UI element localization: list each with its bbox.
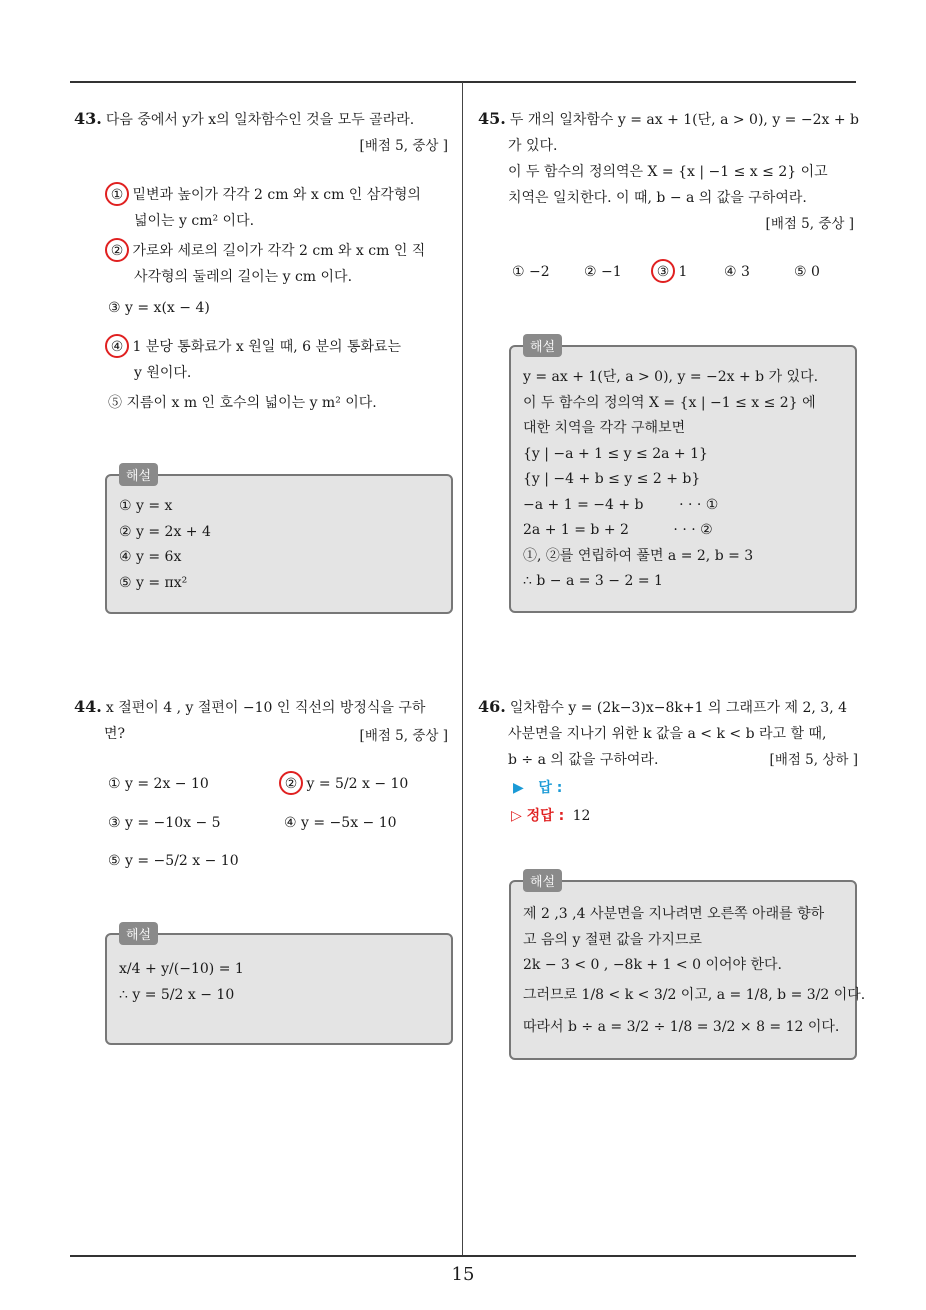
solution-line: 고 음의 y 절편 값을 가지므로 <box>523 931 702 948</box>
answer-circle-mark: ① <box>105 182 129 206</box>
problem-number: 44. <box>74 697 102 716</box>
option-text: 가로와 세로의 길이가 각각 2 cm 와 x cm 인 직 <box>132 243 426 259</box>
answer-circle-mark: ② <box>279 771 303 795</box>
solution-tag: 해설 <box>523 334 562 357</box>
option-text: 1 <box>678 264 688 280</box>
option-4[interactable] <box>284 810 397 836</box>
solution-tag: 해설 <box>119 463 158 486</box>
solution-line: 그러므로 1/8 < k < 3/2 이고, a = 1/8, b = 3/2 이다. <box>523 986 866 1003</box>
option-mark: ① <box>512 264 525 280</box>
top-rule <box>70 81 856 83</box>
option-mark: ① <box>108 776 121 792</box>
option-text: −1 <box>601 264 622 280</box>
question-text: 다음 중에서 y가 x의 일차함수인 것을 모두 골라라. <box>105 112 415 128</box>
solution-line: 2k − 3 < 0 , −8k + 1 < 0 이어야 한다. <box>523 957 782 973</box>
option-mark: ③ <box>108 815 121 831</box>
problem-number: 45. <box>478 109 506 128</box>
answer-label: ▶ 답 : <box>513 780 563 796</box>
problem-46-question <box>478 694 862 721</box>
option-mark: ② <box>584 264 597 280</box>
problem-number: 43. <box>74 109 102 128</box>
solution-line: ① y = x <box>119 498 173 514</box>
solution-line: ①, ②를 연립하여 풀면 a = 2, b = 3 <box>523 547 754 564</box>
option-mark: ④ <box>724 264 737 280</box>
solution-line: ⑤ y = πx² <box>119 574 188 591</box>
solution-box-45 <box>509 340 857 613</box>
option-text: 지름이 x m 인 호수의 넓이는 y m² 이다. <box>126 395 377 411</box>
bottom-rule <box>70 1255 856 1257</box>
problem-43-question <box>74 106 456 133</box>
solution-line: 대한 치역을 각각 구해보면 <box>523 420 686 436</box>
solution-line: {y | −4 + b ≤ y ≤ 2 + b} <box>523 471 701 487</box>
option-2[interactable] <box>282 771 408 797</box>
problem-44-question <box>74 694 456 721</box>
question-text: 일차함수 y = (2k−3)x−8k+1 의 그래프가 제 2, 3, 4 <box>509 700 848 716</box>
option-text: y = −10x − 5 <box>125 815 221 831</box>
correct-label: ▷ 정답 : <box>511 808 565 824</box>
option-4[interactable] <box>108 334 401 386</box>
solution-line: −a + 1 = −4 + b · · · ① <box>523 496 719 513</box>
solution-line: y = ax + 1(단, a > 0), y = −2x + b 가 있다. <box>523 369 819 385</box>
option-text: 3 <box>741 264 750 280</box>
solution-lines <box>523 365 818 595</box>
correct-answer-row <box>511 805 590 825</box>
solution-lines <box>523 902 865 1043</box>
answer-circle-mark: ④ <box>105 334 129 358</box>
problem-44-meta: [배점 5, 중상 ] <box>359 728 448 744</box>
solution-line: 제 2 ,3 ,4 사분면을 지나려면 오른쪽 아래를 향하 <box>523 906 825 922</box>
answer-circle-mark: ② <box>105 238 129 262</box>
option-1[interactable] <box>108 771 209 797</box>
solution-lines <box>119 957 244 1008</box>
solution-tag: 해설 <box>119 922 158 945</box>
problem-45-question <box>478 106 862 133</box>
solution-line: 따라서 b ÷ a = 3/2 ÷ 1/8 = 3/2 × 8 = 12 이다. <box>523 1018 840 1035</box>
option-2[interactable] <box>584 259 622 285</box>
option-1[interactable] <box>512 259 550 285</box>
solution-line: ∴ y = 5/2 x − 10 <box>119 986 235 1003</box>
option-text-cont: 넓이는 y cm² 이다. <box>134 213 255 229</box>
option-mark: ⑤ <box>108 853 121 869</box>
option-4[interactable] <box>724 259 750 285</box>
answer-circle-mark: ③ <box>651 259 675 283</box>
option-1[interactable] <box>108 182 421 234</box>
option-mark: ⑤ <box>794 264 807 280</box>
correct-value: 12 <box>572 808 591 824</box>
option-text: y = 2x − 10 <box>125 776 209 792</box>
solution-box-46 <box>509 875 866 1060</box>
question-text-cont: 이 두 함수의 정의역은 X = {x | −1 ≤ x ≤ 2} 이고 <box>508 164 828 180</box>
option-text-cont: 사각형의 둘레의 길이는 y cm 이다. <box>134 269 353 285</box>
question-text-cont: b ÷ a 의 값을 구하여라. <box>508 752 659 768</box>
problem-46-meta: [배점 5, 상하 ] <box>769 752 858 768</box>
option-mark: ⑤ <box>108 395 122 411</box>
question-text-cont: 사분면을 지나기 위한 k 값을 a < k < b 라고 할 때, <box>508 726 827 742</box>
solution-line: 2a + 1 = b + 2 · · · ② <box>523 522 713 538</box>
problem-45-meta: [배점 5, 중상 ] <box>765 216 854 232</box>
problem-number: 46. <box>478 697 506 716</box>
problem-43-meta: [배점 5, 중상 ] <box>359 138 448 154</box>
option-2[interactable] <box>108 238 425 290</box>
option-text: 0 <box>811 264 820 280</box>
page-number: 15 <box>451 1264 475 1285</box>
option-3[interactable] <box>108 810 221 836</box>
solution-box-44 <box>105 928 453 1045</box>
solution-box-43 <box>105 469 453 614</box>
solution-tag: 해설 <box>523 869 562 892</box>
solution-line: ∴ b − a = 3 − 2 = 1 <box>523 573 663 589</box>
option-5[interactable] <box>108 848 239 874</box>
option-text: y = −5x − 10 <box>301 815 397 831</box>
option-text: 밑변과 높이가 각각 2 cm 와 x cm 인 삼각형의 <box>132 187 421 203</box>
question-text-cont: 치역은 일치한다. 이 때, b − a 의 값을 구하여라. <box>508 190 807 206</box>
option-3[interactable] <box>108 295 210 321</box>
option-text-cont: y 원이다. <box>134 365 192 381</box>
option-5[interactable] <box>108 390 377 416</box>
question-text: 두 개의 일차함수 y = ax + 1(단, a > 0), y = −2x + b <box>509 112 859 128</box>
option-mark: ④ <box>284 815 297 831</box>
option-mark: ③ <box>108 300 121 316</box>
option-text: y = −5/2 x − 10 <box>125 853 239 869</box>
solution-line: x/4 + y/(−10) = 1 <box>119 961 244 977</box>
solution-lines <box>119 494 211 596</box>
option-3[interactable] <box>654 259 687 285</box>
question-text: x 절편이 4 , y 절편이 −10 인 직선의 방정식을 구하 <box>105 700 426 716</box>
option-text: 1 분당 통화료가 x 원일 때, 6 분의 통화료는 <box>132 339 402 355</box>
option-text: y = x(x − 4) <box>125 300 210 316</box>
option-text: y = 5/2 x − 10 <box>306 776 409 792</box>
question-text-cont: 가 있다. <box>508 138 558 154</box>
option-text: −2 <box>529 264 550 280</box>
solution-line: 이 두 함수의 정의역 X = {x | −1 ≤ x ≤ 2} 에 <box>523 394 816 411</box>
problem-45 <box>478 106 862 211</box>
solution-line: {y | −a + 1 ≤ y ≤ 2a + 1} <box>523 445 708 462</box>
problem-43 <box>74 106 456 133</box>
solution-line: ④ y = 6x <box>119 549 182 565</box>
question-text-cont: 면? <box>104 726 126 742</box>
column-divider <box>462 82 463 1256</box>
solution-line: ② y = 2x + 4 <box>119 523 211 540</box>
option-5[interactable] <box>794 259 820 285</box>
